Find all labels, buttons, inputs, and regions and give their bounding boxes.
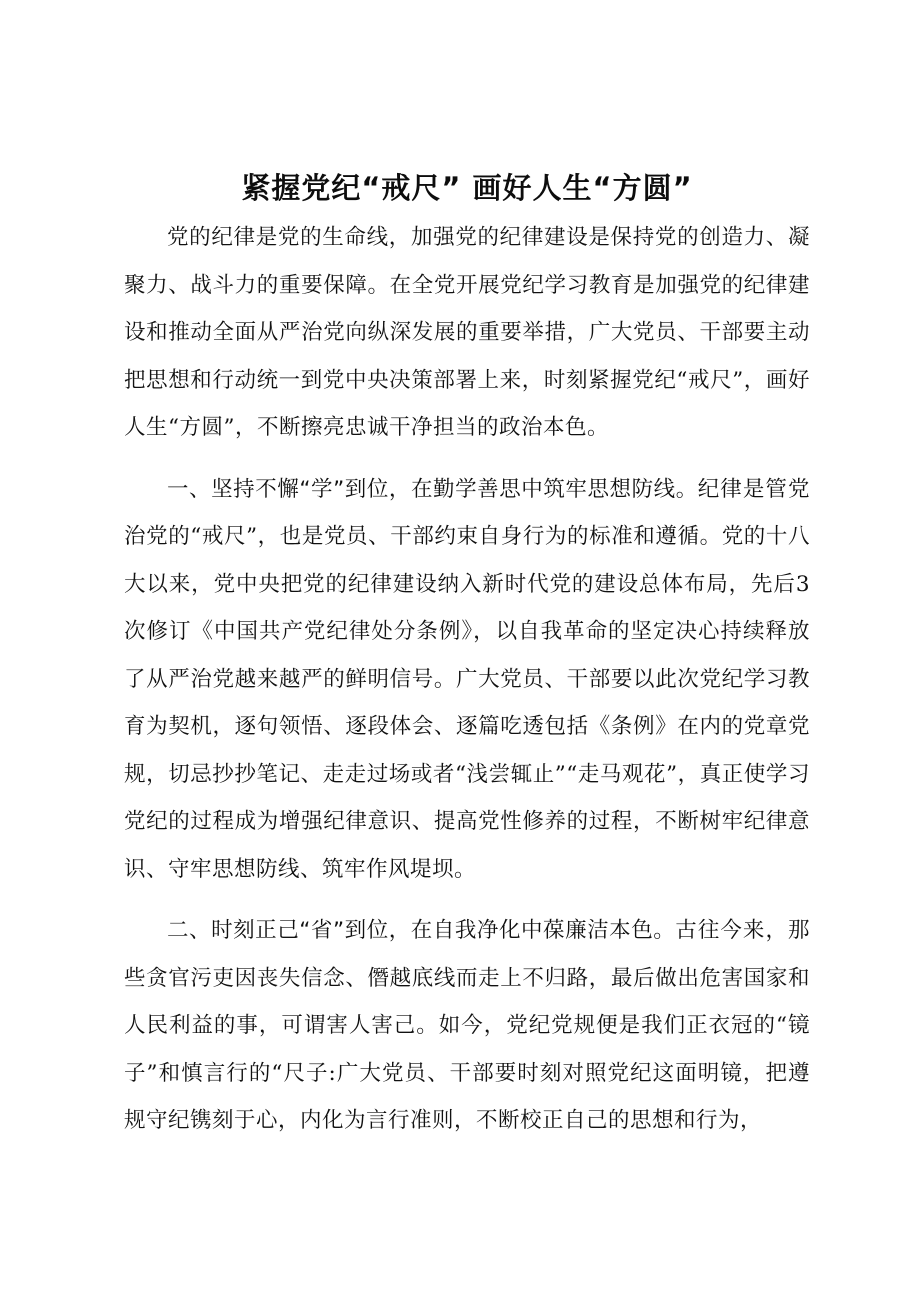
section-1-paragraph [124, 466, 810, 894]
section-1-body: 纪律是管党治党的“戒尺”，也是党员、干部约束自身行为的标准和遵循。党的十八大以来，党中央把党的纪律建设纳入新时代党的建设总体布局，先后3次修订《中国共产党纪律处分条例》，以自我革命的坚定决心持续释放了从严治党越来越严的鲜明信号。广大党员、干部要以此次党纪学习教育为契机，逐句领悟、逐段体会、逐篇吃透包括《条例》在内的党章党规，切忌抄抄笔记、走走过场或者“浅尝辄止”“走马观花”，真正使学习党纪的过程成为增强纪律意识、提高党性修养的过程，不断树牢纪律意识、守牢思想防线、筑牢作风堤坝。 [124, 476, 810, 882]
document-page [124, 168, 810, 1159]
section-2-body: 古往今来，那些贪官污吏因丧失信念、僭越底线而走上不归路，最后做出危害国家和人民利益的事，可谓害人害己。如今，党纪党规便是我们正衣冠的“镜子”和慎言行的“尺子:广大党员、干部要时刻对照党纪这面明镜，把遵规守纪镌刻于心，内化为言行准则，不断校正自己的思想和行为， [124, 918, 810, 1133]
section-1-heading: 一、坚持不懈“学”到位，在勤学善思中筑牢思想防线。 [167, 476, 698, 502]
document-title: 紧握党纪“戒尺” 画好人生“方圆” [241, 171, 693, 205]
intro-paragraph: 党的纪律是党的生命线，加强党的纪律建设是保持党的创造力、凝聚力、战斗力的重要保障。在全党开展党纪学习教育是加强党的纪律建设和推动全面从严治党向纵深发展的重要举措，广大党员、干部要主动把思想和行动统一到党中央决策部署上来，时刻紧握党纪“戒尺”，画好人生“方圆”，不断擦亮忠诚干净担当的政治本色。 [124, 225, 810, 440]
section-2-paragraph [124, 907, 810, 1145]
section-2-heading: 二、时刻正己“省”到位，在自我净化中葆廉洁本色。 [167, 918, 676, 943]
